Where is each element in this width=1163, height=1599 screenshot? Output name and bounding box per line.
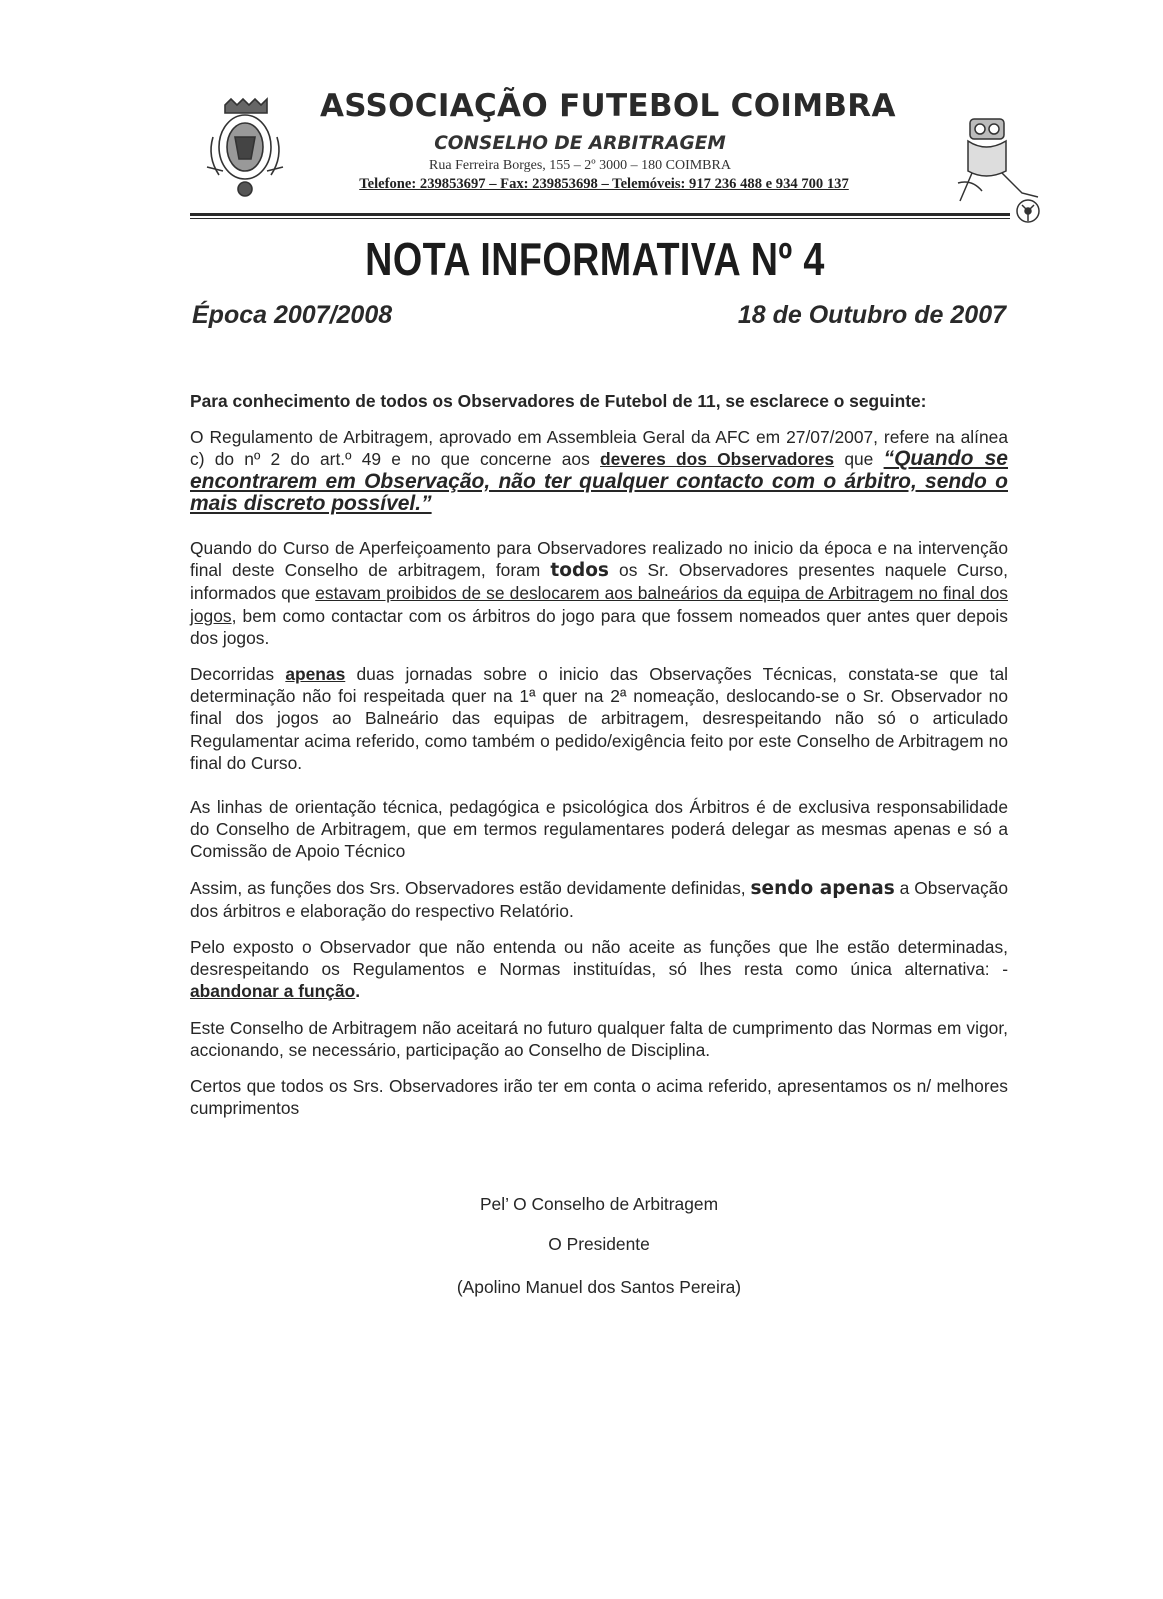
text-span: Decorridas bbox=[190, 664, 286, 685]
paragraph-guidelines: As linhas de orientação técnica, pedagógica e psicológica dos Árbitros é de exclusiva responsabilidade do Conselho de Arbitragem, que em termos regulamentares poderá delegar as mesmas apenas e só a Comissão de Apoio Técnico bbox=[190, 797, 1008, 862]
text-span: , bem como contactar com os árbitros do jogo para que fossem nomeados quer antes quer depois dos jogos. bbox=[190, 605, 1008, 648]
referee-mascot-icon bbox=[952, 113, 1044, 228]
paragraph-closing: Certos que todos os Srs. Observadores irão ter em conta o acima referido, apresentamos os n/ melhores cumprimentos bbox=[190, 1076, 1008, 1119]
text-span: Assim, as funções dos Srs. Observadores estão devidamente definidas, bbox=[190, 877, 751, 898]
text-span: . bbox=[355, 981, 361, 1002]
text-span: que bbox=[834, 449, 884, 470]
signature-name: (Apolino Manuel dos Santos Pereira) bbox=[456, 1277, 742, 1297]
emphasis-duties: deveres dos Observadores bbox=[600, 449, 835, 470]
emphasis-only: apenas bbox=[285, 664, 346, 685]
organization-name: ASSOCIAÇÃO FUTEBOL COIMBRA bbox=[320, 88, 896, 124]
text-span: O Regulamento de Arbitragem, aprovado em Assembleia Geral da AFC em 27/07/2007, refere na alínea c) do nº 2 do art.º 49 e no que concerne aos bbox=[190, 427, 1008, 470]
header-divider bbox=[190, 213, 1010, 216]
text-span: os Sr. Observadores presentes naquele Curso, informados que bbox=[190, 560, 1008, 604]
text-span: Pelo exposto o Observador que não entenda ou não aceite as funções que lhe estão determinadas, desrespeitando os Regulamentos e Normas instituídas, só lhes resta como única alternativa: - bbox=[190, 937, 1008, 980]
paragraph-alternative bbox=[190, 936, 1008, 1003]
regulation-quote: “Quando se encontrarem em Observação, não ter qualquer contacto com o árbitro, sendo o mais discreto possível.” bbox=[190, 447, 1008, 515]
emphasis-all: todos bbox=[550, 560, 609, 582]
paragraph-functions bbox=[190, 877, 1008, 922]
paragraph-course bbox=[190, 537, 1008, 649]
signature-council: Pel’ O Conselho de Arbitragem bbox=[479, 1194, 719, 1214]
address: Rua Ferreira Borges, 155 – 2º 3000 – 180 COIMBRA bbox=[429, 158, 731, 173]
paragraph-rounds bbox=[190, 663, 1008, 774]
season-label: Época 2007/2008 bbox=[192, 301, 393, 329]
paragraph-regulation bbox=[190, 426, 1008, 515]
document-title: NOTA INFORMATIVA Nº 4 bbox=[365, 233, 825, 285]
text-span: a Observação dos árbitros e elaboração do respectivo Relatório. bbox=[190, 877, 1009, 921]
council-name: CONSELHO DE ARBITRAGEM bbox=[434, 133, 726, 154]
emphasis-prohibited: estavam proibidos de se deslocarem aos balneários da equipa de Arbitragem no final dos jogos bbox=[190, 583, 1008, 626]
document-date: 18 de Outubro de 2007 bbox=[737, 301, 1006, 329]
emphasis-only-observation: sendo apenas bbox=[750, 877, 895, 899]
emphasis-abandon: abandonar a função bbox=[190, 981, 356, 1002]
paragraph-warning: Este Conselho de Arbitragem não aceitará no futuro qualquer falta de cumprimento das Normas em vigor, accionando, se necessário, participação ao Conselho de Disciplina. bbox=[190, 1017, 1008, 1060]
text-span: duas jornadas sobre o inicio das Observações Técnicas, constata-se que tal determinação não foi respeitada quer na 1ª quer na 2ª nomeação, deslocando-se o Sr. Observador no final dos jogos ao Balneário das equipas de arbitragem, desrespeitando não só o articulado Regulamentar acima referido, como também o pedido/exigência feito por este Conselho de Arbitragem no final do Curso. bbox=[190, 664, 1008, 773]
text-span: Quando do Curso de Aperfeiçoamento para Observadores realizado no inicio da época e na intervenção final deste Conselho de arbitragem, foram bbox=[190, 538, 1008, 581]
intro-paragraph: Para conhecimento de todos os Observadores de Futebol de 11, se esclarece o seguinte: bbox=[190, 391, 927, 411]
header-divider-thin bbox=[190, 218, 1010, 219]
contacts-line: Telefone: 239853697 – Fax: 239853698 – Telemóveis: 917 236 488 e 934 700 137 bbox=[359, 176, 849, 192]
signature-role: O Presidente bbox=[548, 1234, 650, 1254]
body-text bbox=[190, 390, 1008, 1133]
